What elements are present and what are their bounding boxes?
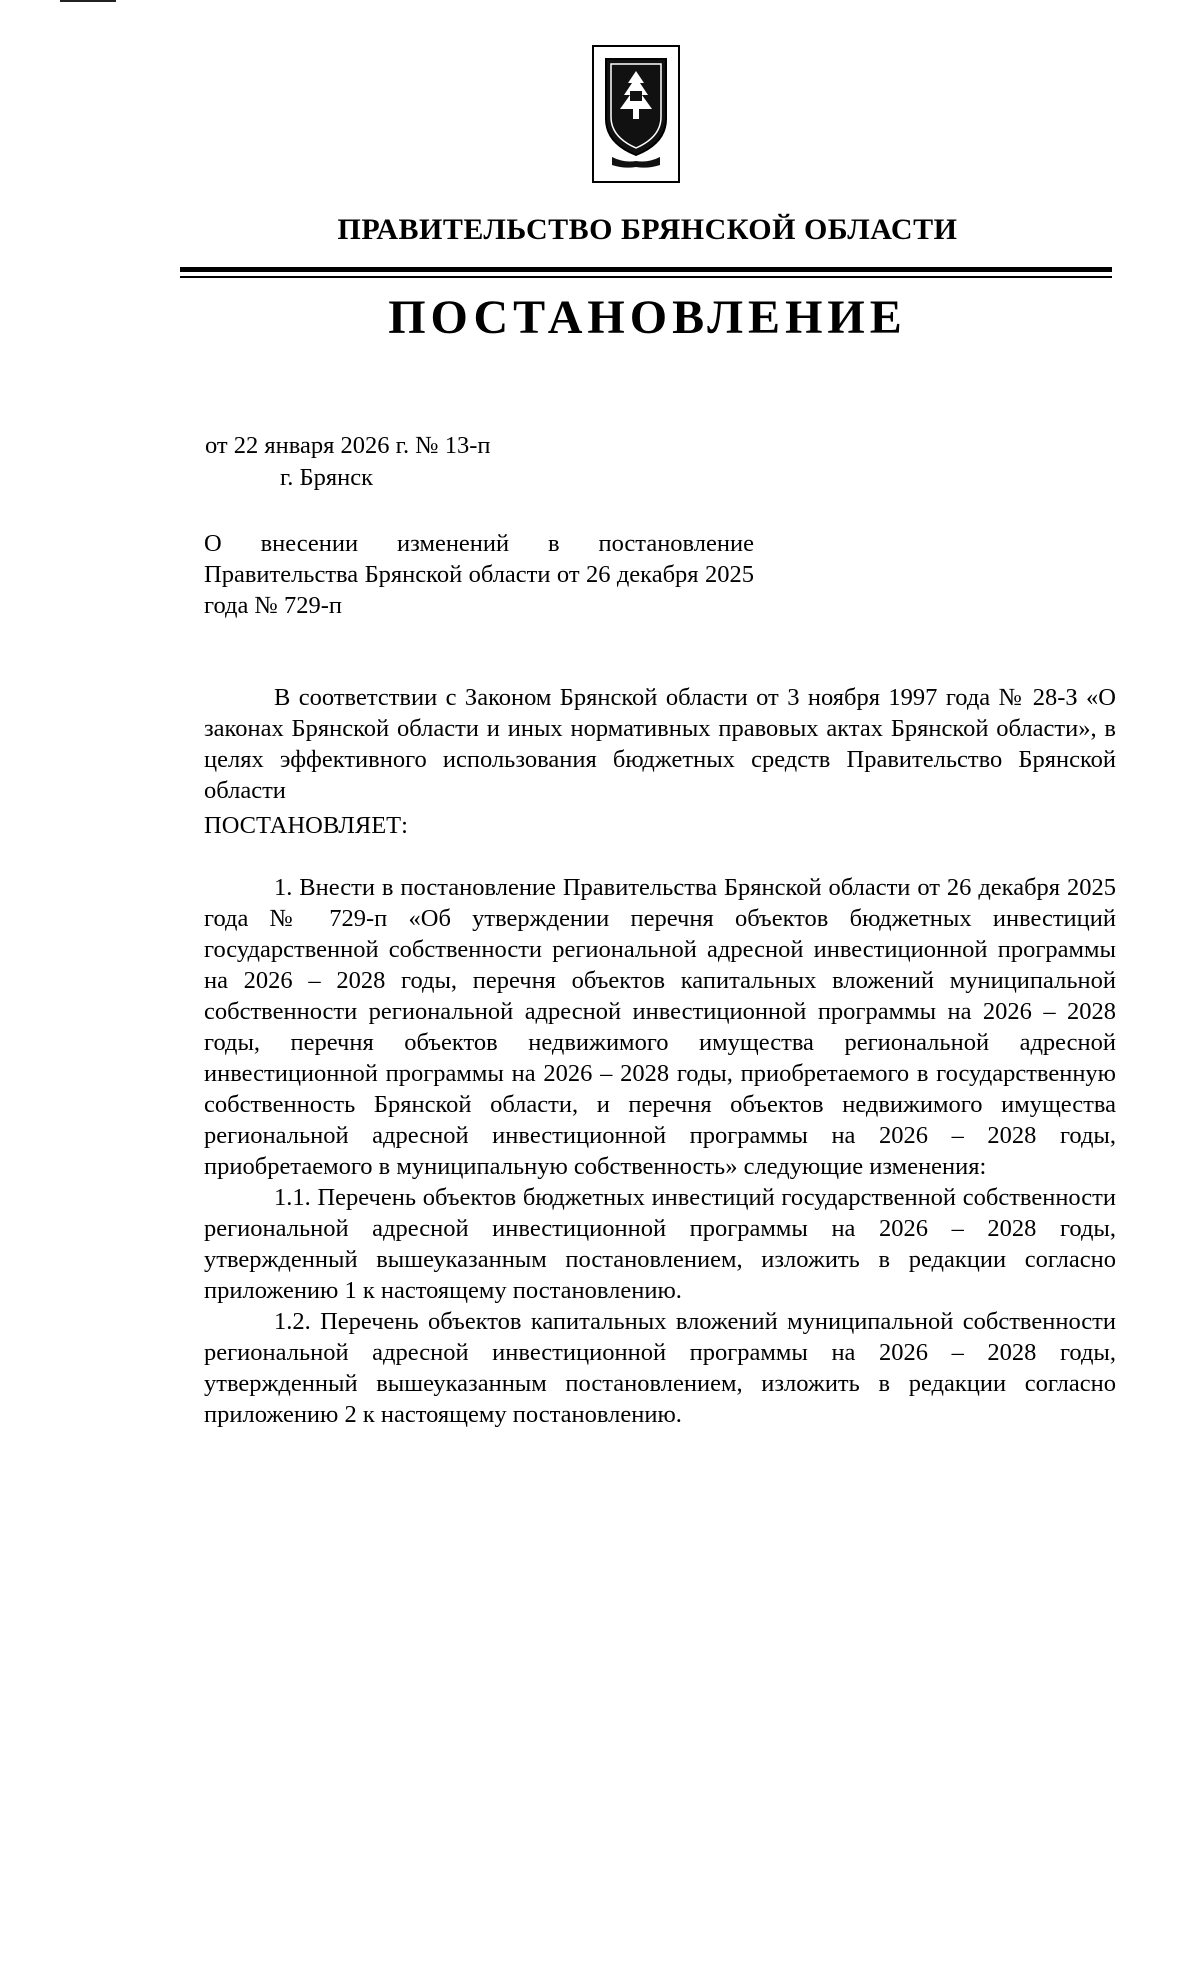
coat-of-arms-emblem — [592, 45, 680, 183]
resolves-heading: ПОСТАНОВЛЯЕТ: — [204, 812, 408, 839]
coat-of-arms-icon — [604, 57, 668, 171]
document-date-number: от 22 января 2026 г. № 13-п — [205, 432, 491, 459]
preamble-paragraph: В соответствии с Законом Брянской области от 3 ноября 1997 года № 28-З «О законах Брянской области и иных нормативных правовых актах Брянской области», в целях эффективного использования бюджетных средств Правительство Брянской области — [204, 684, 1116, 804]
header-divider-thin — [180, 276, 1112, 278]
scan-artifact-line — [60, 0, 116, 2]
resolution-paragraph-1-2: 1.2. Перечень объектов капитальных вложений муниципальной собственности региональной адресной инвестиционной программы на 2026 – 2028 годы, утвержденный вышеуказанным постановлением, изложить в редакции согласно приложению 2 к настоящему постановлению. — [204, 1308, 1116, 1428]
resolution-body — [204, 872, 1116, 1430]
document-subject: О внесении изменений в постановление Правительства Брянской области от 26 декабря 2025 года № 729-п — [204, 530, 754, 619]
document-type-title: ПОСТАНОВЛЕНИЕ — [388, 291, 907, 344]
resolution-paragraph-1: 1. Внести в постановление Правительства Брянской области от 26 декабря 2025 года № 729-п «Об утверждении перечня объектов бюджетных инвестиций государственной собственности региональной адресной инвестиционной программы на 2026 – 2028 годы, перечня объектов капитальных вложений муниципальной собственности региональной адресной инвестиционной программы на 2026 – 2028 годы, перечня объектов недвижимого имущества региональной адресной инвестиционной программы на 2026 – 2028 годы, приобретаемого в государственную собственность Брянской области, и перечня объектов недвижимого имущества региональной адресной инвестиционной программы на 2026 – 2028 годы, приобретаемого в муниципальную собственность» следующие изменения: — [204, 874, 1116, 1180]
organization-title: ПРАВИТЕЛЬСТВО БРЯНСКОЙ ОБЛАСТИ — [337, 213, 958, 246]
document-city: г. Брянск — [280, 464, 374, 491]
header-divider-thick — [180, 267, 1112, 272]
resolution-paragraph-1-1: 1.1. Перечень объектов бюджетных инвестиций государственной собственности региональной адресной инвестиционной программы на 2026 – 2028 годы, утвержденный вышеуказанным постановлением, изложить в редакции согласно приложению 1 к настоящему постановлению. — [204, 1184, 1116, 1304]
